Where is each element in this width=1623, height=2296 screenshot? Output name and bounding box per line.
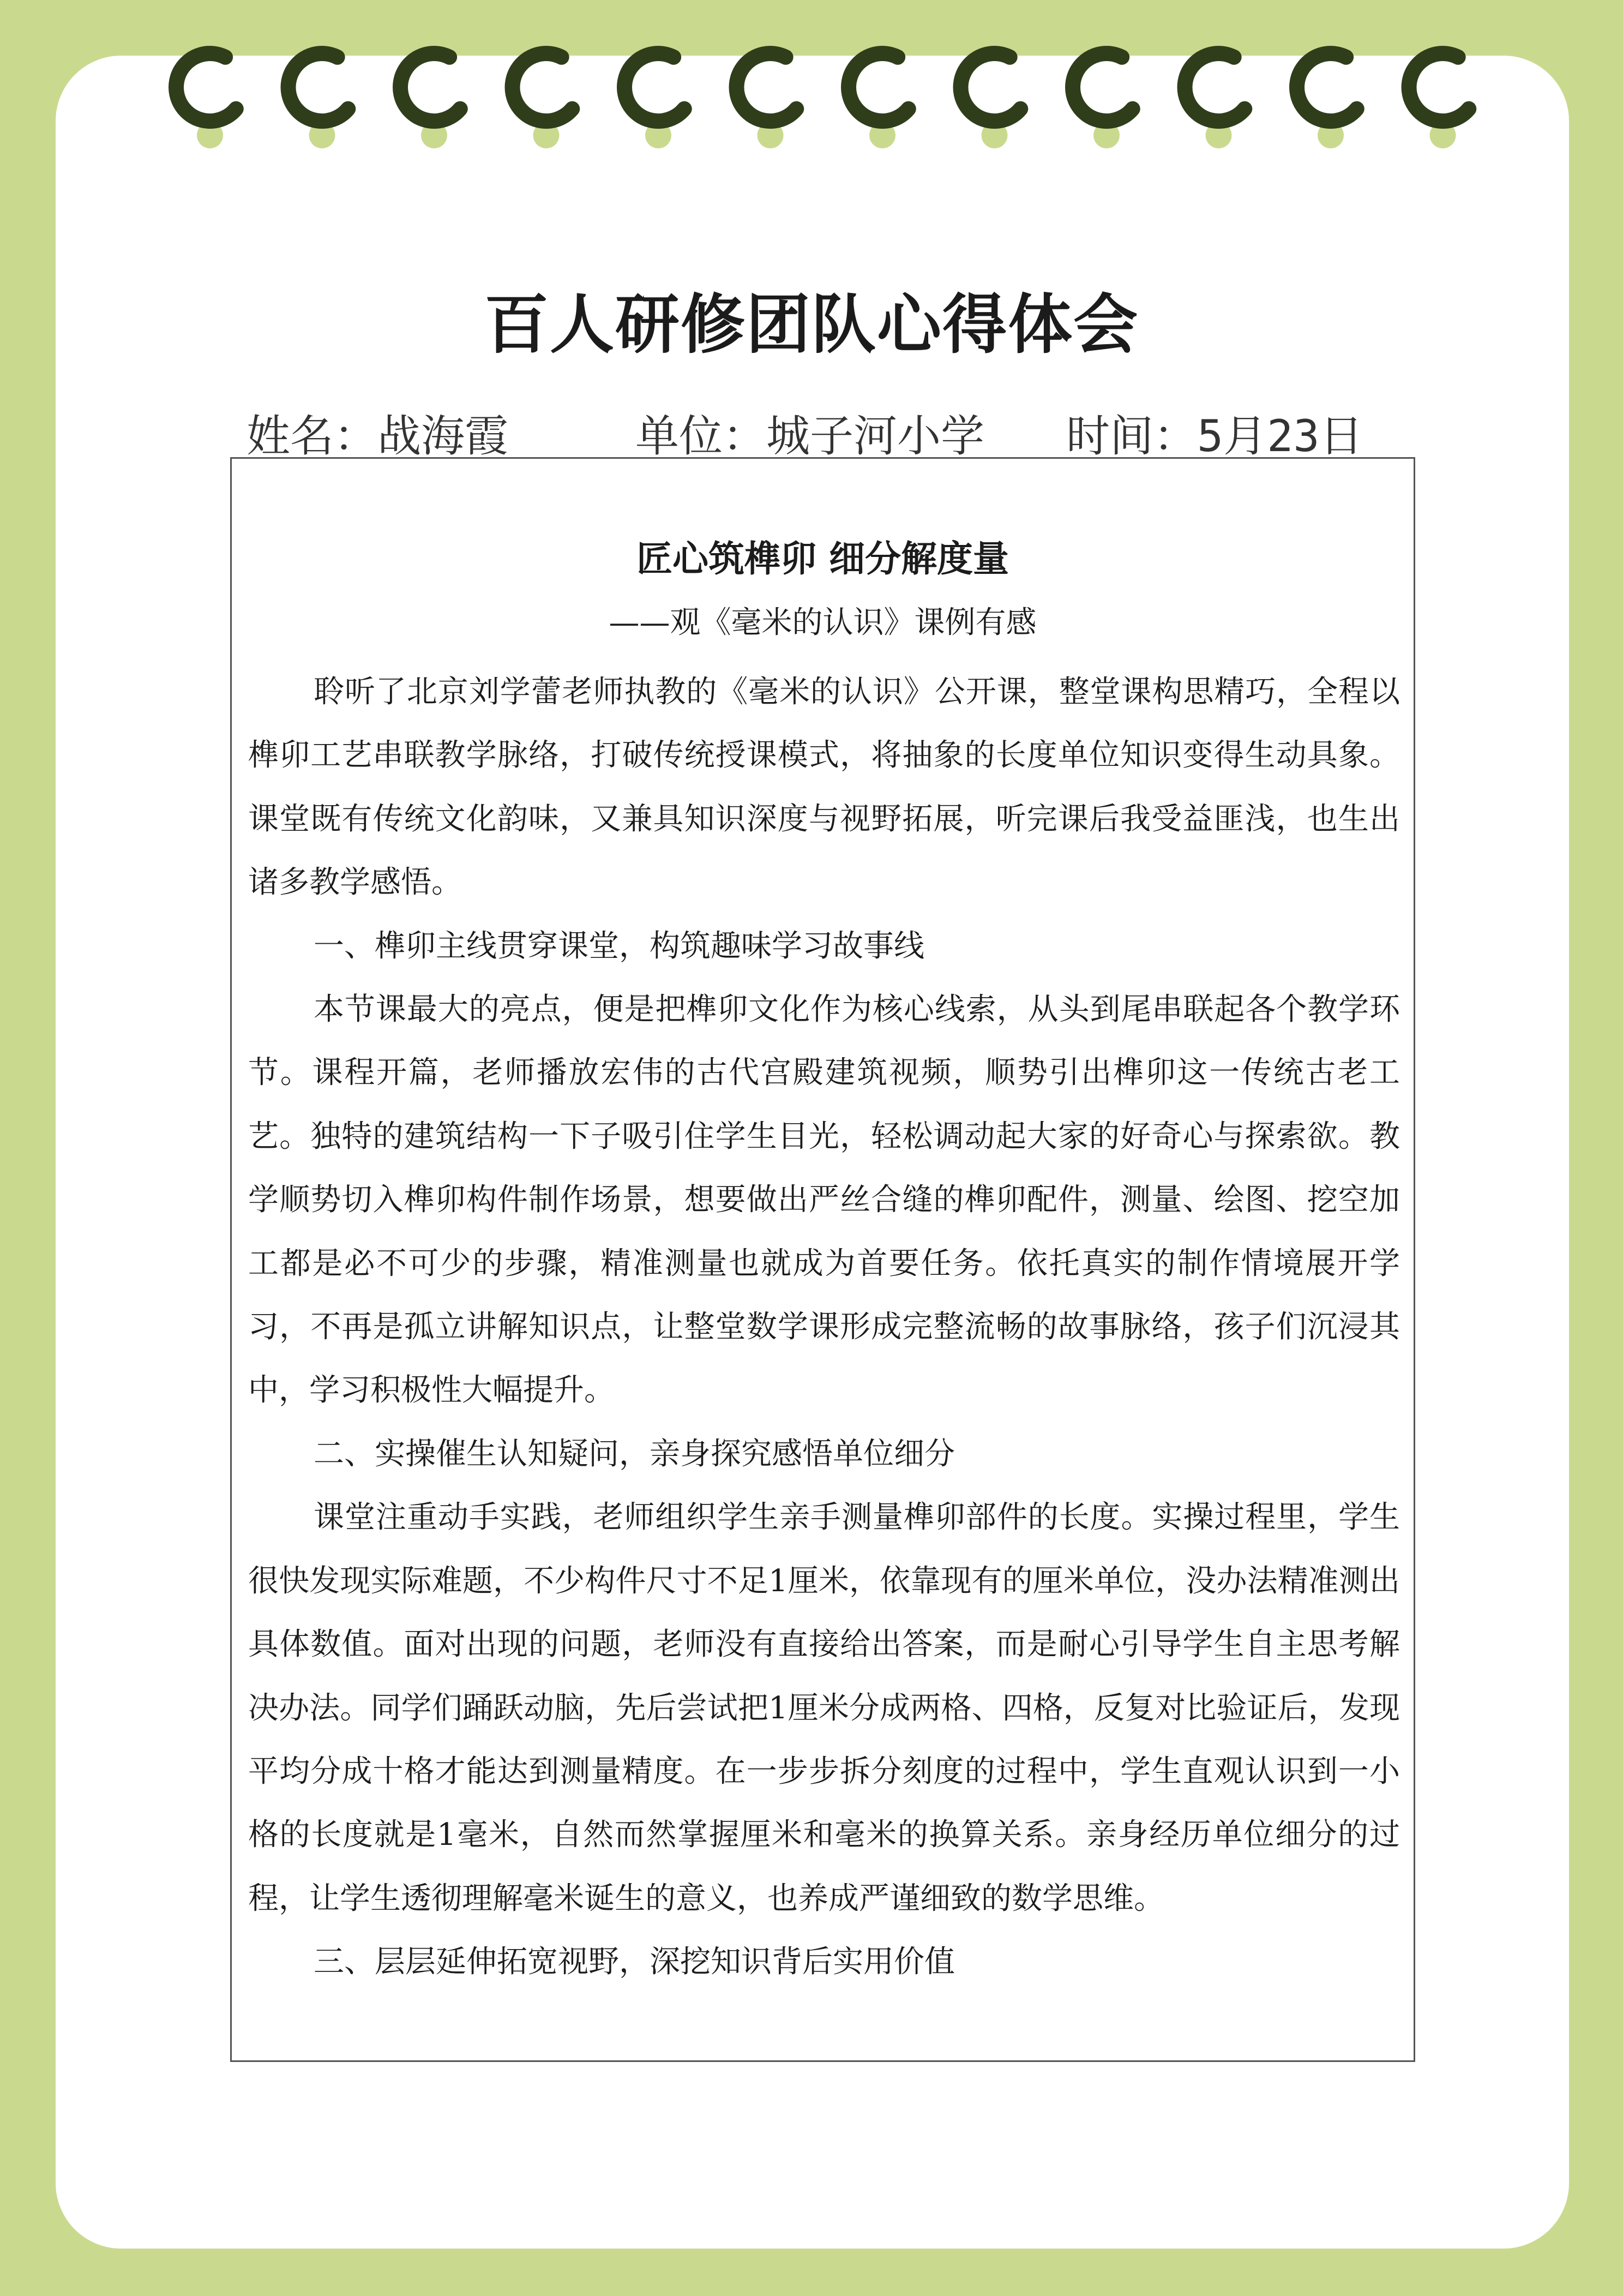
binding-ring xyxy=(624,53,684,121)
binding-ring xyxy=(1073,53,1133,121)
essay-frame xyxy=(230,457,1415,2062)
section-heading: 一、榫卯主线贯穿课堂，构筑趣味学习故事线 xyxy=(314,928,924,964)
binding-ring xyxy=(1409,53,1469,121)
binding-ring xyxy=(849,53,909,121)
binding-ring xyxy=(513,53,573,121)
date-line: 时间：5月23日 xyxy=(1066,411,1363,461)
essay-title: 匠心筑榫卯 细分解度量 xyxy=(636,538,1009,580)
binding-ring xyxy=(400,53,460,121)
essay-subtitle: ——观《毫米的认识》课例有感 xyxy=(609,605,1037,640)
section-heading: 二、实操催生认知疑问，亲身探究感悟单位细分 xyxy=(314,1436,955,1472)
binding-ring xyxy=(176,53,236,121)
essay-paragraph: 本节课最大的亮点，便是把榫卯文化作为核心线索，从头到尾串联起各个教学环节。课程开篇，老师播放宏伟的古代宫殿建筑视频，顺势引出榫卯这一传统古老工艺。独特的建筑结构一下子吸引住学生目光，轻松调动起大家的好奇心与探索欲。教学顺势切入榫卯构件制作场景，想要做出严丝合缝的榫卯配件，测量、绘图、挖空加工都是必不可少的步骤，精准测量也就成为首要任务。依托真实的制作情境展开学习，不再是孤立讲解知识点，让整堂数学课形成完整流畅的故事脉络，孩子们沉浸其中，学习积极性大幅提升。 xyxy=(248,992,1400,1408)
essay-paragraph: 课堂注重动手实践，老师组织学生亲手测量榫卯部件的长度。实操过程里，学生很快发现实际难题，不少构件尺寸不足1厘米，依靠现有的厘米单位，没办法精准测出具体数值。面对出现的问题，老师没有直接给出答案，而是耐心引导学生自主思考解决办法。同学们踊跃动脑，先后尝试把1厘米分成两格、四格，反复对比验证后，发现平均分成十格才能达到测量精度。在一步步拆分刻度的过程中，学生直观认识到一小格的长度就是1毫米，自然而然掌握厘米和毫米的换算关系。亲身经历单位细分的过程，让学生透彻理解毫米诞生的意义，也养成严谨细致的数学思维。 xyxy=(248,1500,1400,1916)
spiral-binding xyxy=(0,0,1623,164)
essay-body xyxy=(248,661,1400,1994)
binding-ring xyxy=(1297,53,1357,121)
binding-ring xyxy=(1185,53,1245,121)
author-name: 姓名：战海霞 xyxy=(247,411,508,461)
binding-ring xyxy=(288,53,348,121)
document-title: 百人研修团队心得体会 xyxy=(484,286,1139,362)
section-heading: 三、层层延伸拓宽视野，深挖知识背后实用价值 xyxy=(314,1944,955,1980)
binding-ring xyxy=(961,53,1021,121)
essay-paragraph: 聆听了北京刘学蕾老师执教的《毫米的认识》公开课，整堂课构思精巧，全程以榫卯工艺串联教学脉络，打破传统授课模式，将抽象的长度单位知识变得生动具象。课堂既有传统文化韵味，又兼具知识深度与视野拓展，听完课后我受益匪浅，也生出诸多教学感悟。 xyxy=(248,674,1400,901)
author-unit: 单位：城子河小学 xyxy=(635,411,984,461)
binding-ring xyxy=(737,53,797,121)
